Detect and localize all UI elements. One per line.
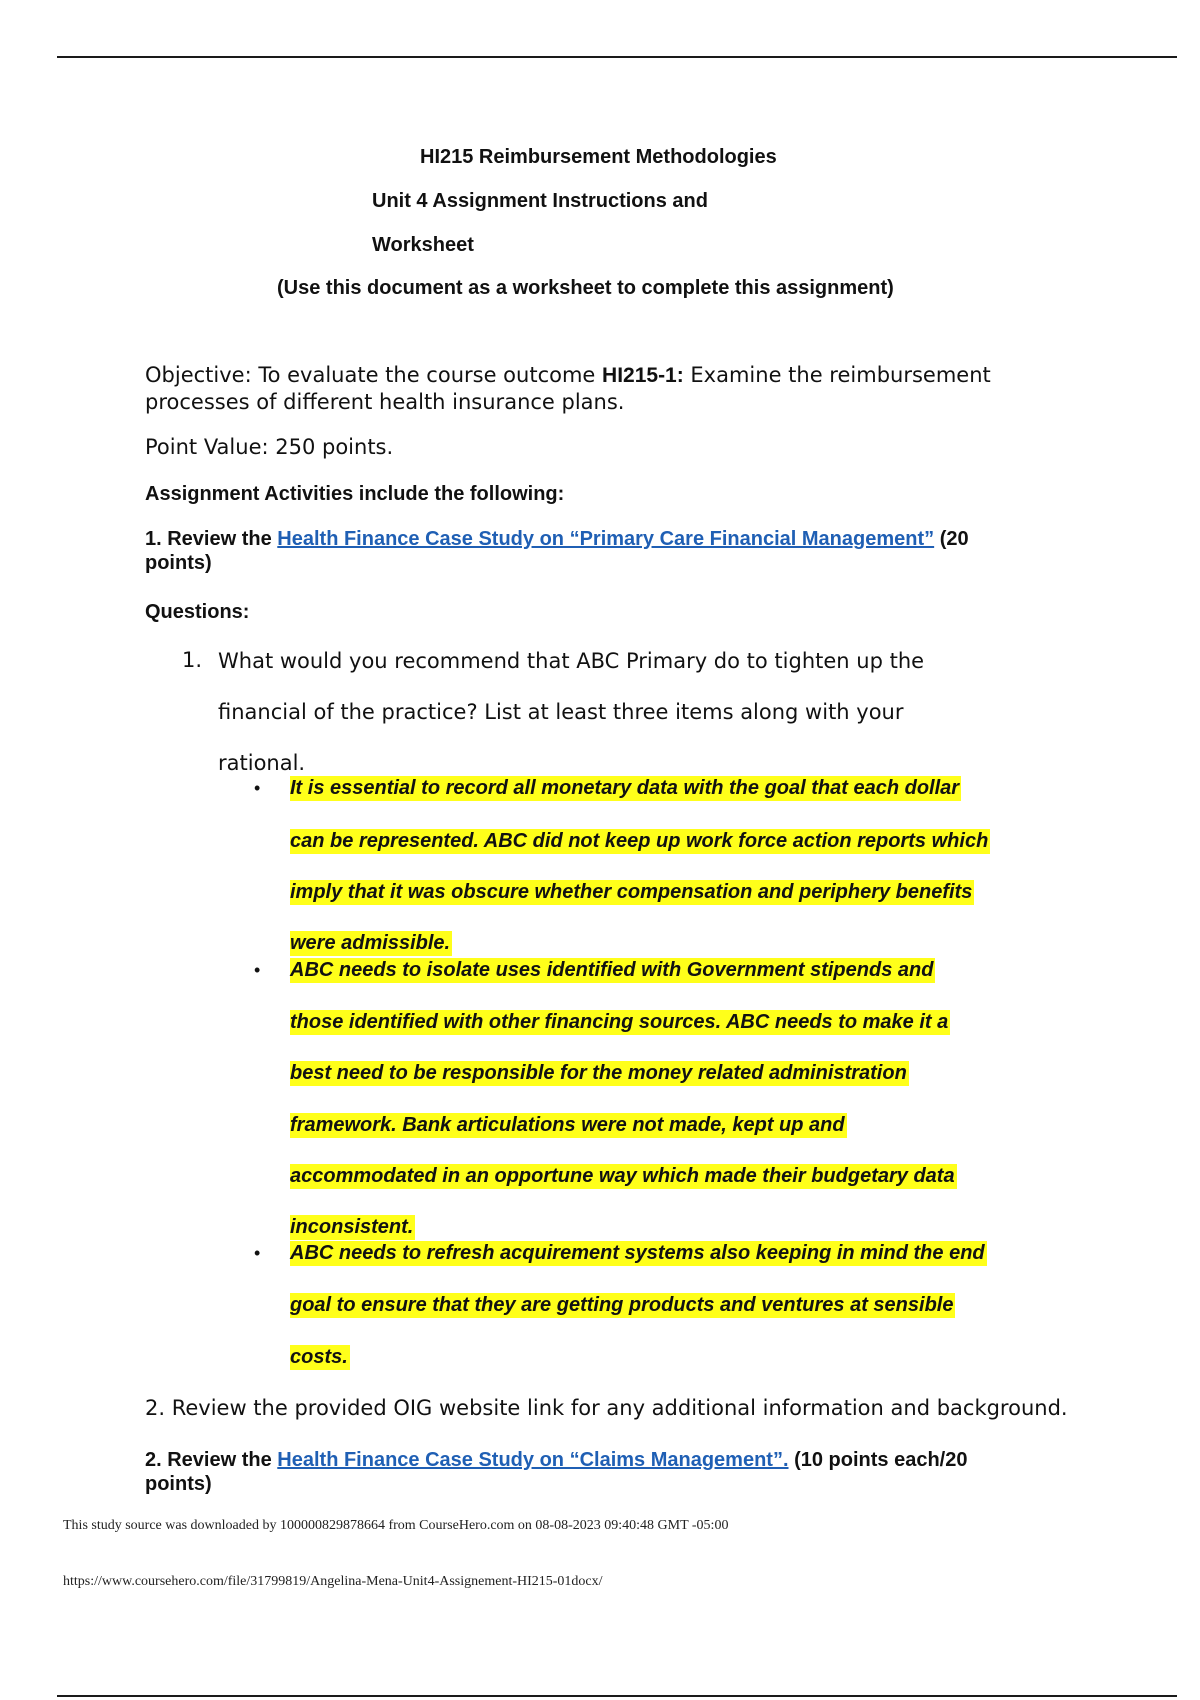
bottom-rule xyxy=(57,1695,1177,1697)
question-1-number: 1. xyxy=(182,648,203,672)
activity-1-suffix: (20 xyxy=(934,528,969,550)
answer-2-line: ABC needs to isolate uses identified with Government stipends and xyxy=(290,959,934,981)
objective-code: HI215-1: xyxy=(602,364,684,387)
questions-heading: Questions: xyxy=(145,601,250,623)
activities-heading: Assignment Activities include the following: xyxy=(145,483,565,505)
review-oig-text: 2. Review the provided OIG website link for any additional information and background. xyxy=(145,1396,1068,1420)
objective-prefix: Objective: To evaluate the course outcome xyxy=(145,363,603,387)
answer-3-line: costs. xyxy=(290,1346,348,1368)
question-1-text xyxy=(218,636,1018,789)
answer-2-line: those identified with other financing sources. ABC needs to make it a xyxy=(290,1011,949,1033)
objective-text: Examine the reimbursement xyxy=(683,363,991,387)
document-subtitle-line2: Worksheet xyxy=(372,234,474,256)
activity-1 xyxy=(145,527,1075,575)
activity-2-suffix-line2: points) xyxy=(145,1473,212,1495)
activity-2 xyxy=(145,1448,1075,1496)
question-1-line: What would you recommend that ABC Primary do to tighten up the xyxy=(218,649,925,673)
primary-care-case-study-link[interactable]: Health Finance Case Study on “Primary Care Financial Management” xyxy=(277,528,935,550)
document-subtitle-line1: Unit 4 Assignment Instructions and xyxy=(372,190,708,212)
answer-2-line: framework. Bank articulations were not made, kept up and xyxy=(290,1114,845,1136)
answer-2-line: inconsistent. xyxy=(290,1216,414,1238)
answer-3-line: ABC needs to refresh acquirement systems also keeping in mind the end xyxy=(290,1242,985,1264)
answer-3-bullet: • xyxy=(254,1243,261,1263)
answer-3-line: goal to ensure that they are getting products and ventures at sensible xyxy=(290,1294,954,1316)
point-value: Point Value: 250 points. xyxy=(145,435,394,459)
question-1-line: rational. xyxy=(218,751,306,775)
answer-1-line: It is essential to record all monetary data with the goal that each dollar xyxy=(290,777,960,799)
worksheet-note: (Use this document as a worksheet to complete this assignment) xyxy=(277,277,894,299)
answer-1-line: can be represented. ABC did not keep up work force action reports which xyxy=(290,830,989,852)
objective-text-line2: processes of different health insurance plans. xyxy=(145,390,625,414)
source-url[interactable]: https://www.coursehero.com/file/31799819/Angelina-Mena-Unit4-Assignement-HI215-01docx/ xyxy=(63,1574,603,1589)
answer-2-line: best need to be responsible for the money related administration xyxy=(290,1062,907,1084)
activity-1-suffix-line2: points) xyxy=(145,552,212,574)
document-title: HI215 Reimbursement Methodologies xyxy=(420,146,777,168)
activity-2-suffix: (10 points each/20 xyxy=(788,1449,968,1471)
question-1-line: financial of the practice? List at least three items along with your xyxy=(218,700,904,724)
answer-1-line: were admissible. xyxy=(290,932,451,954)
top-rule xyxy=(57,56,1177,58)
answer-2-line: accommodated in an opportune way which made their budgetary data xyxy=(290,1165,955,1187)
claims-management-case-study-link[interactable]: Health Finance Case Study on “Claims Management”. xyxy=(277,1449,789,1471)
activity-1-prefix: 1. Review the xyxy=(145,528,278,550)
objective xyxy=(145,362,1075,415)
activity-2-prefix: 2. Review the xyxy=(145,1449,278,1471)
answer-2-bullet: • xyxy=(254,960,261,980)
answer-1-bullet: • xyxy=(254,778,261,798)
download-note: This study source was downloaded by 100000829878664 from CourseHero.com on 08-08-2023 09:40:48 GMT -05:00 xyxy=(63,1518,729,1533)
answer-1-line: imply that it was obscure whether compensation and periphery benefits xyxy=(290,881,973,903)
